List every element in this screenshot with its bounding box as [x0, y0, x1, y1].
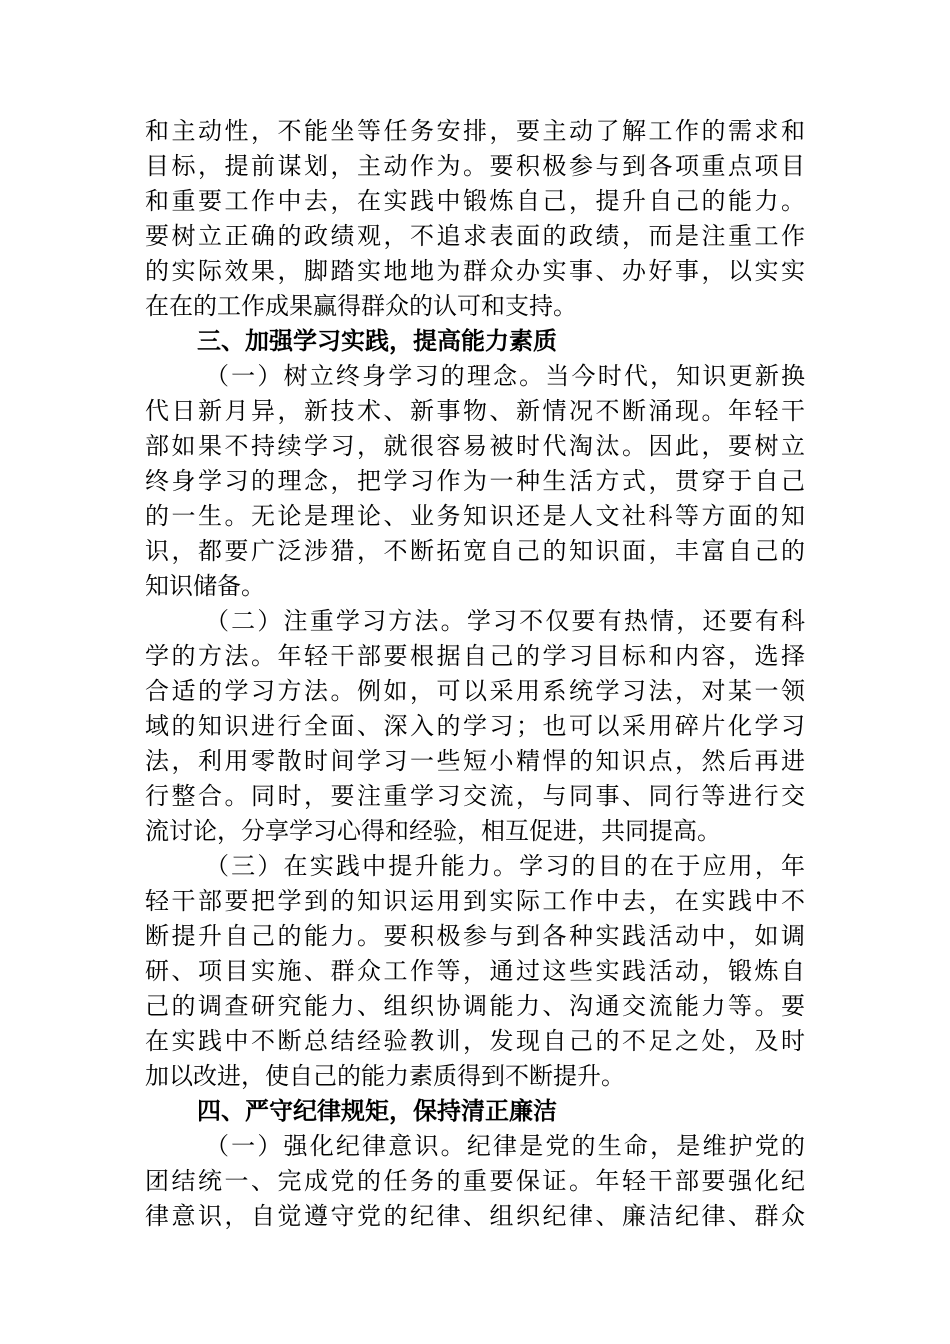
text-line: 目标，提前谋划，主动作为。要积极参与到各项重点项目: [145, 152, 805, 180]
text-line: （三）在实践中提升能力。学习的目的在于应用，年: [205, 852, 805, 880]
text-line: 在实践中不断总结经验教训，发现自己的不足之处，及时: [145, 1027, 805, 1055]
section-heading: 四、严守纪律规矩，保持清正廉洁: [197, 1097, 557, 1125]
text-line: 和主动性，不能坐等任务安排，要主动了解工作的需求和: [145, 117, 805, 145]
text-line: （一）强化纪律意识。纪律是党的生命，是维护党的: [205, 1132, 805, 1160]
paragraph: [145, 1129, 805, 1234]
text-line: 在在的工作成果赢得群众的认可和支持。: [145, 292, 577, 320]
text-line: 断提升自己的能力。要积极参与到各种实践活动中，如调: [145, 922, 805, 950]
text-line: 的实际效果，脚踏实地地为群众办实事、办好事，以实实: [145, 257, 805, 285]
document-body: [145, 114, 805, 1234]
paragraph: [145, 359, 805, 604]
text-line: 要树立正确的政绩观，不追求表面的政绩，而是注重工作: [145, 222, 805, 250]
text-line: 己的调查研究能力、组织协调能力、沟通交流能力等。要: [145, 992, 805, 1020]
text-line: 律意识，自觉遵守党的纪律、组织纪律、廉洁纪律、群众: [145, 1202, 805, 1230]
text-line: 轻干部要把学到的知识运用到实际工作中去，在实践中不: [145, 887, 805, 915]
section-heading: 三、加强学习实践，提高能力素质: [197, 327, 557, 355]
text-line: 终身学习的理念，把学习作为一种生活方式，贯穿于自己: [145, 467, 805, 495]
text-line: 识，都要广泛涉猎，不断拓宽自己的知识面，丰富自己的: [145, 537, 805, 565]
paragraph: [145, 604, 805, 849]
text-line: 合适的学习方法。例如，可以采用系统学习法，对某一领: [145, 677, 805, 705]
text-line: 代日新月异，新技术、新事物、新情况不断涌现。年轻干: [145, 397, 805, 425]
paragraph: [145, 114, 805, 324]
text-line: （一）树立终身学习的理念。当今时代，知识更新换: [205, 362, 805, 390]
text-line: 流讨论，分享学习心得和经验，相互促进，共同提高。: [145, 817, 721, 845]
text-line: 研、项目实施、群众工作等，通过这些实践活动，锻炼自: [145, 957, 805, 985]
text-line: 行整合。同时，要注重学习交流，与同事、同行等进行交: [145, 782, 805, 810]
text-line: 部如果不持续学习，就很容易被时代淘汰。因此，要树立: [145, 432, 805, 460]
text-line: 法，利用零散时间学习一些短小精悍的知识点，然后再进: [145, 747, 805, 775]
text-line: 的一生。无论是理论、业务知识还是人文社科等方面的知: [145, 502, 805, 530]
text-line: 知识储备。: [145, 572, 265, 600]
text-line: 加以改进，使自己的能力素质得到不断提升。: [145, 1062, 625, 1090]
text-line: 学的方法。年轻干部要根据自己的学习目标和内容，选择: [145, 642, 805, 670]
text-line: （二）注重学习方法。学习不仅要有热情，还要有科: [205, 607, 805, 635]
text-line: 域的知识进行全面、深入的学习；也可以采用碎片化学习: [145, 712, 805, 740]
text-line: 和重要工作中去，在实践中锻炼自己，提升自己的能力。: [145, 187, 805, 215]
paragraph: [145, 849, 805, 1094]
text-line: 团结统一、完成党的任务的重要保证。年轻干部要强化纪: [145, 1167, 805, 1195]
